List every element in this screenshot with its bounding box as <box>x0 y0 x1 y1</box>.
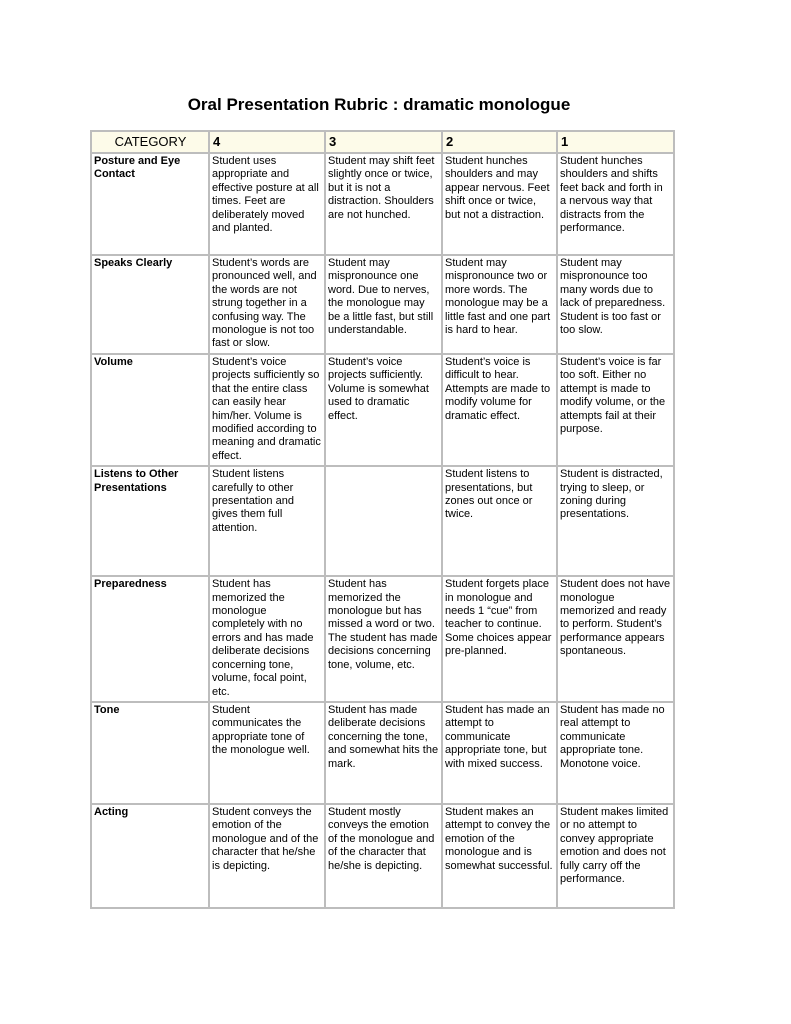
descriptor-cell: Student has made deliberate decisions concerning the tone, and somewhat hits the mark. <box>325 702 442 804</box>
descriptor-cell: Student may mispronounce two or more words. The monologue may be a little fast and one part is hard to hear. <box>442 255 557 354</box>
descriptor-cell: Student makes limited or no attempt to convey appropriate emotion and does not fully carry off the performance. <box>557 804 674 908</box>
descriptor-cell: Student uses appropriate and effective posture at all times. Feet are deliberately moved and planted. <box>209 153 325 255</box>
descriptor-cell: Student’s voice is far too soft. Either no attempt is made to modify volume, or the attempts fail at their purpose. <box>557 354 674 466</box>
header-score-3: 3 <box>325 131 442 153</box>
header-row <box>91 131 674 153</box>
table-row <box>91 804 674 908</box>
descriptor-cell: Student is distracted, trying to sleep, or zoning during presentations. <box>557 466 674 576</box>
page-title: Oral Presentation Rubric : dramatic monologue <box>187 95 571 114</box>
criterion-preparedness: Preparedness <box>91 576 209 702</box>
descriptor-cell: Student may mispronounce too many words due to lack of preparedness. Student is too fast or too slow. <box>557 255 674 354</box>
table-row <box>91 153 674 255</box>
descriptor-cell: Student has made an attempt to communicate appropriate tone, but with mixed success. <box>442 702 557 804</box>
criterion-posture: Posture and Eye Contact <box>91 153 209 255</box>
descriptor-cell: Student’s words are pronounced well, and the words are not strung together in a confusing way. The monologue is not too fast or slow. <box>209 255 325 354</box>
descriptor-cell: Student may mispronounce one word. Due to nerves, the monologue may be a little fast, but still understandable. <box>325 255 442 354</box>
table-row <box>91 576 674 702</box>
descriptor-cell-empty <box>325 466 442 576</box>
descriptor-cell: Student forgets place in monologue and needs 1 “cue” from teacher to continue. Some choices appear pre-planned. <box>442 576 557 702</box>
descriptor-cell: Student may shift feet slightly once or twice, but it is not a distraction. Shoulders are not hunched. <box>325 153 442 255</box>
header-category: CATEGORY <box>91 131 209 153</box>
header-score-2: 2 <box>442 131 557 153</box>
criterion-volume: Volume <box>91 354 209 466</box>
criterion-speaks-clearly: Speaks Clearly <box>91 255 209 354</box>
descriptor-cell: Student makes an attempt to convey the emotion of the monologue and is somewhat successful. <box>442 804 557 908</box>
descriptor-cell: Student has memorized the monologue but has missed a word or two. The student has made decisions concerning tone, volume, etc. <box>325 576 442 702</box>
descriptor-cell: Student conveys the emotion of the monologue and of the character that he/she is depicting. <box>209 804 325 908</box>
descriptor-cell: Student has memorized the monologue completely with no errors and has made deliberate decisions concerning tone, volume, focal point, etc. <box>209 576 325 702</box>
header-score-1: 1 <box>557 131 674 153</box>
criterion-tone: Tone <box>91 702 209 804</box>
header-score-4: 4 <box>209 131 325 153</box>
table-row <box>91 702 674 804</box>
descriptor-cell: Student hunches shoulders and may appear nervous. Feet shift once or twice, but not a distraction. <box>442 153 557 255</box>
criterion-acting: Acting <box>91 804 209 908</box>
descriptor-cell: Student communicates the appropriate tone of the monologue well. <box>209 702 325 804</box>
descriptor-cell: Student’s voice is difficult to hear. Attempts are made to modify volume for dramatic effect. <box>442 354 557 466</box>
rubric-table <box>90 130 675 909</box>
descriptor-cell: Student listens to presentations, but zones out once or twice. <box>442 466 557 576</box>
descriptor-cell: Student’s voice projects sufficiently so that the entire class can easily hear him/her. Volume is modified according to meaning and dramatic effect. <box>209 354 325 466</box>
descriptor-cell: Student’s voice projects sufficiently. Volume is somewhat used to dramatic effect. <box>325 354 442 466</box>
descriptor-cell: Student has made no real attempt to communicate appropriate tone. Monotone voice. <box>557 702 674 804</box>
table-row <box>91 255 674 354</box>
descriptor-cell: Student hunches shoulders and shifts feet back and forth in a nervous way that distracts from the performance. <box>557 153 674 255</box>
descriptor-cell: Student does not have monologue memorized and ready to perform. Student’s performance appears spontaneous. <box>557 576 674 702</box>
descriptor-cell: Student mostly conveys the emotion of the monologue and of the character that he/she is depicting. <box>325 804 442 908</box>
descriptor-cell: Student listens carefully to other presentation and gives them full attention. <box>209 466 325 576</box>
table-row <box>91 354 674 466</box>
criterion-listens: Listens to Other Presentations <box>91 466 209 576</box>
table-row <box>91 466 674 576</box>
